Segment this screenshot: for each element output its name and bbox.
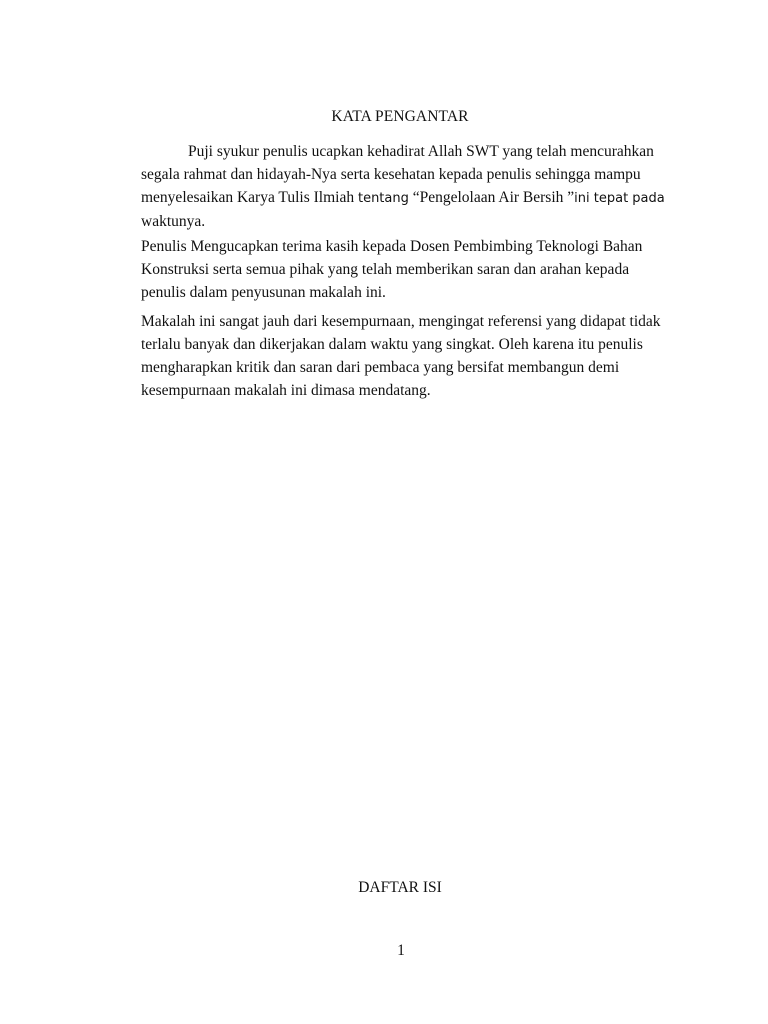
paragraph-line [141, 186, 665, 210]
paragraph-acknowledgement [141, 235, 661, 304]
next-section-title: DAFTAR ISI [358, 879, 442, 896]
paragraph-line: Makalah ini sangat jauh dari kesempurnaan, mengingat referensi yang didapat tidak [141, 313, 661, 330]
text-run: tentang [357, 191, 409, 206]
text-run: menyelesaikan Karya Tulis Ilmiah [141, 189, 358, 206]
paragraph-line: kesempurnaan makalah ini dimasa mendatang. [141, 382, 431, 399]
page-title: KATA PENGANTAR [331, 108, 469, 125]
paragraph-line: Konstruksi serta semua pihak yang telah memberikan saran dan arahan kepada [141, 261, 630, 278]
paragraph-gratitude [141, 140, 665, 233]
page-number: 1 [397, 942, 405, 959]
text-run: “Pengelolaan Air Bersih ” [408, 189, 575, 206]
paragraph-closing [141, 310, 661, 402]
paragraph-line: mengharapkan kritik dan saran dari pembaca yang bersifat membangun demi [141, 359, 620, 376]
paragraph-line: Penulis Mengucapkan terima kasih kepada Dosen Pembimbing Teknologi Bahan [141, 238, 643, 255]
paragraph-line: Puji syukur penulis ucapkan kehadirat Allah SWT yang telah mencurahkan [188, 143, 654, 160]
paragraph-line: terlalu banyak dan dikerjakan dalam waktu yang singkat. Oleh karena itu penulis [141, 336, 643, 353]
paragraph-line: waktunya. [141, 213, 206, 230]
paragraph-line: penulis dalam penyusunan makalah ini. [141, 284, 386, 301]
paragraph-line: segala rahmat dan hidayah-Nya serta kesehatan kepada penulis sehingga mampu [141, 166, 641, 183]
text-run: ini tepat pada [574, 191, 665, 206]
